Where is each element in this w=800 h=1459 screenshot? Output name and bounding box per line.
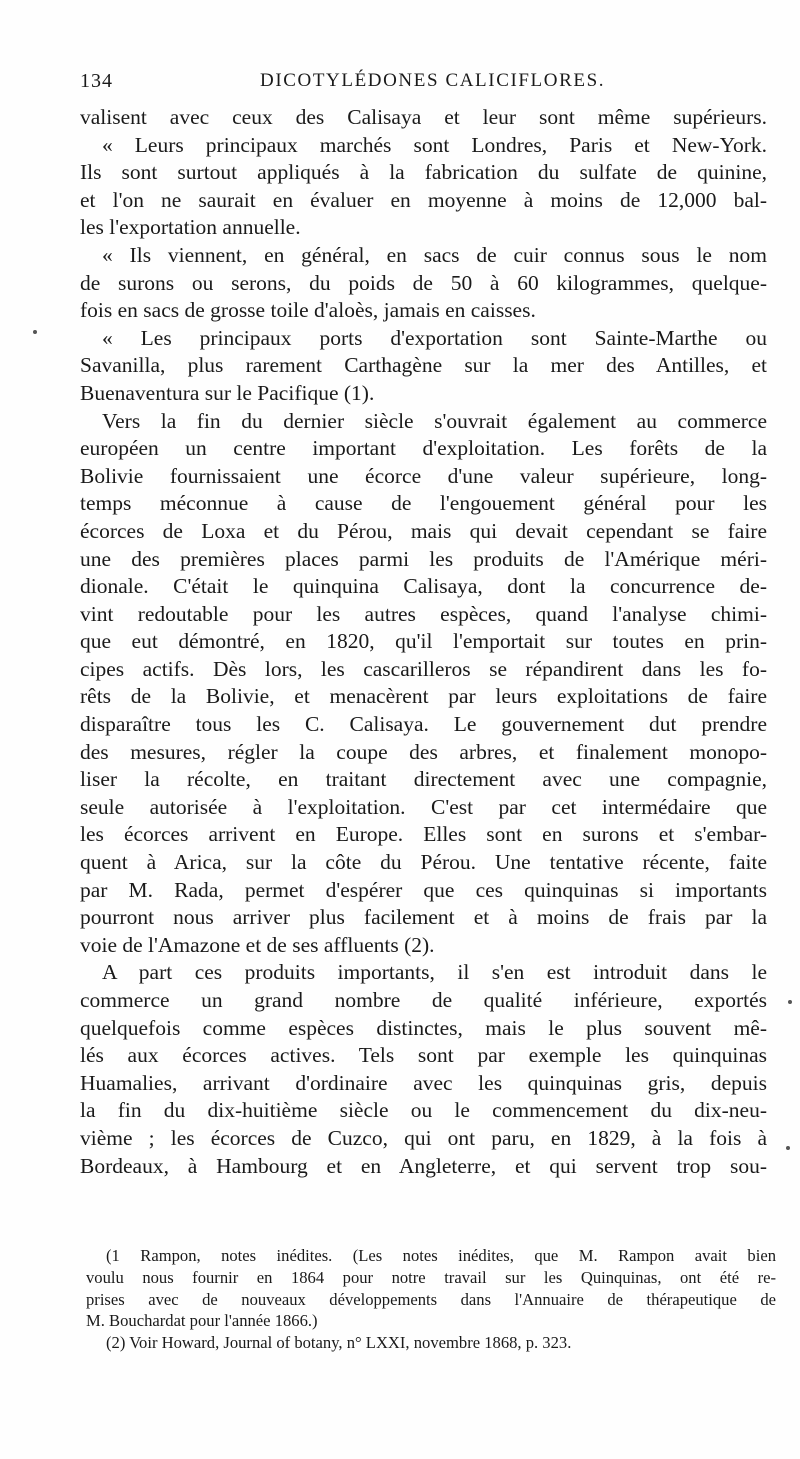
text-line: Savanilla, plus rarement Carthagène sur la mer des Antilles, et	[80, 353, 767, 378]
text-line: rêts de la Bolivie, et menacèrent par leurs exploitations de faire	[80, 684, 767, 709]
footnote-line: (2) Voir Howard, Journal of botany, n° LXXI, novembre 1868, p. 323.	[106, 1333, 572, 1353]
text-line: Bordeaux, à Hambourg et en Angleterre, et qui servent trop sou-	[80, 1153, 767, 1178]
footnote-line: (1 Rampon, notes inédites. (Les notes inédites, que M. Rampon avait bien	[106, 1246, 776, 1265]
text-line: les l'exportation annuelle.	[80, 215, 301, 240]
text-line: par M. Rada, permet d'espérer que ces quinquinas si importants	[80, 877, 767, 902]
text-line: les écorces arrivent en Europe. Elles sont en surons et s'embar-	[80, 822, 767, 847]
text-line: liser la récolte, en traitant directement avec une compagnie,	[80, 767, 767, 792]
text-line: A part ces produits importants, il s'en est introduit dans le	[102, 960, 767, 985]
text-line: Huamalies, arrivant d'ordinaire avec les quinquinas gris, depuis	[80, 1070, 767, 1095]
text-line: « Ils viennent, en général, en sacs de cuir connus sous le nom	[102, 242, 767, 267]
paper-speck	[786, 1146, 790, 1150]
body-text	[80, 104, 767, 1180]
text-line: commerce un grand nombre de qualité inférieure, exportés	[80, 988, 767, 1012]
text-line: pourront nous arriver plus facilement et à moins de frais par la	[80, 905, 767, 930]
text-line: quelquefois comme espèces distinctes, mais le plus souvent mê-	[80, 1015, 767, 1040]
text-line: la fin du dix-huitième siècle ou le commencement du dix-neu-	[80, 1098, 767, 1123]
text-line: disparaître tous les C. Calisaya. Le gouvernement dut prendre	[80, 712, 767, 737]
text-line: lés aux écorces actives. Tels sont par exemple les quinquinas	[80, 1043, 767, 1068]
page-header	[80, 66, 765, 100]
text-line: Ils sont surtout appliqués à la fabrication du sulfate de quinine,	[80, 160, 767, 185]
text-line: écorces de Loxa et du Pérou, mais qui devait cependant se faire	[80, 518, 767, 543]
text-line: fois en sacs de grosse toile d'aloès, jamais en caisses.	[80, 298, 536, 323]
text-line: une des premières places parmi les produits de l'Amérique méri-	[80, 546, 767, 571]
text-line: voie de l'Amazone et de ses affluents (2).	[80, 932, 435, 957]
text-line: valisent avec ceux des Calisaya et leur sont même supérieurs.	[80, 105, 767, 129]
paper-speck	[33, 330, 37, 334]
text-line: seule autorisée à l'exploitation. C'est par cet intermédaire que	[80, 794, 767, 819]
text-line: européen un centre important d'exploitation. Les forêts de la	[80, 436, 767, 461]
text-line: temps méconnue à cause de l'engouement général pour les	[80, 491, 767, 516]
text-line: quent à Arica, sur la côte du Pérou. Une tentative récente, faite	[80, 850, 767, 875]
running-title: DICOTYLÉDONES CALICIFLORES.	[260, 70, 606, 91]
text-line: et l'on ne saurait en évaluer en moyenne à moins de 12,000 bal-	[80, 187, 767, 212]
text-line: « Les principaux ports d'exportation sont Sainte-Marthe ou	[102, 325, 767, 350]
text-line: vint redoutable pour les autres espèces, quand l'analyse chimi-	[80, 601, 767, 626]
text-line: vième ; les écorces de Cuzco, qui ont paru, en 1829, à la fois à	[80, 1125, 767, 1150]
text-line: de surons ou serons, du poids de 50 à 60 kilogrammes, quelque-	[80, 270, 767, 295]
paper-speck	[788, 1000, 792, 1004]
text-line: dionale. C'était le quinquina Calisaya, dont la concurrence de-	[80, 574, 767, 599]
text-line: « Leurs principaux marchés sont Londres, Paris et New-York.	[102, 132, 767, 157]
text-line: Buenaventura sur le Pacifique (1).	[80, 380, 375, 405]
text-line: que eut démontré, en 1820, qu'il l'emportait sur toutes en prin-	[80, 629, 767, 654]
footnotes	[86, 1245, 776, 1354]
text-line: des mesures, régler la coupe des arbres, et finalement monopo-	[80, 739, 767, 764]
footnote-line: M. Bouchardat pour l'année 1866.)	[86, 1311, 318, 1331]
text-line: Bolivie fournissaient une écorce d'une valeur supérieure, long-	[80, 463, 767, 488]
footnote-line: voulu nous fournir en 1864 pour notre travail sur les Quinquinas, ont été re-	[86, 1267, 776, 1287]
text-line: Vers la fin du dernier siècle s'ouvrait également au commerce	[102, 408, 767, 433]
footnote-line: prises avec de nouveaux développements dans l'Annuaire de thérapeutique de	[86, 1289, 776, 1309]
text-line: cipes actifs. Dès lors, les cascarilleros se répandirent dans les fo-	[80, 656, 767, 681]
page-number: 134	[80, 70, 113, 92]
